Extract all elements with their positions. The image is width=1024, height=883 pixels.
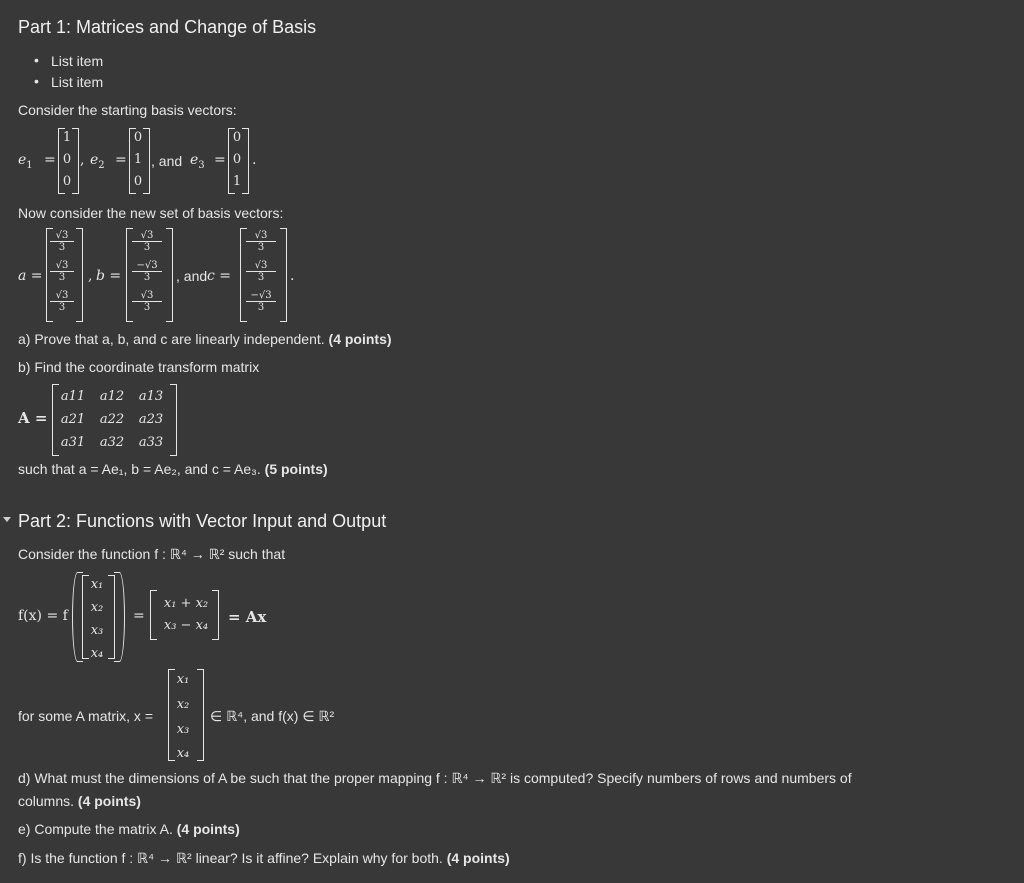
consider-start-text: Consider the starting basis vectors:	[18, 102, 237, 118]
c-entry: $\frac{√3}{3}$	[246, 260, 276, 283]
matrix-cell: a12	[99, 389, 125, 404]
and-text: , and	[176, 268, 208, 284]
c-entry: $\frac{√3}{3}$	[246, 230, 276, 253]
c-entry: $\frac{-√3}{3}$	[246, 290, 276, 313]
bracket-right	[242, 128, 249, 194]
x-entry: x₄	[176, 746, 190, 761]
question-b: b) Find the coordinate transform matrix	[18, 359, 260, 375]
equals-sign: =	[44, 152, 56, 168]
equals-sign: =	[133, 608, 145, 624]
equals-sign: =	[115, 152, 127, 168]
bullet-2: •	[34, 73, 39, 89]
e2-entry: 0	[133, 174, 143, 189]
matrix-a-label: A =	[18, 409, 48, 427]
and-text: , and	[151, 153, 183, 169]
matrix-cell: a11	[60, 389, 86, 404]
matrix-cell: a23	[138, 412, 164, 427]
question-e: e) Compute the matrix A. (4 points)	[18, 821, 240, 837]
in-r4-text: ∈ ℝ⁴, and f(x) ∈ ℝ²	[210, 708, 335, 724]
consider-fn-text: Consider the function f : ℝ⁴ → ℝ² such that	[18, 546, 286, 562]
question-f: f) Is the function f : ℝ⁴ → ℝ² linear? Is it affine? Explain why for both. (4 points)	[18, 850, 510, 866]
paren-right	[114, 572, 125, 662]
bracket-right	[72, 128, 79, 194]
matrix-cell: a31	[60, 435, 86, 450]
x-entry: x₄	[90, 646, 104, 661]
x-entry: x₁	[176, 672, 190, 687]
a-label: a =	[18, 268, 43, 284]
a-entry: $\frac{√3}{3}$	[50, 260, 74, 283]
list-item-1: List item	[51, 53, 104, 69]
e1-entry: 1	[62, 130, 72, 145]
fx-label: f(x) = f	[18, 608, 68, 624]
e2-entry: 0	[133, 130, 143, 145]
part1-title: Part 1: Matrices and Change of Basis	[18, 17, 317, 37]
e2-entry: 1	[133, 152, 143, 167]
matrix-cell: a33	[138, 435, 164, 450]
matrix-cell: a32	[99, 435, 125, 450]
question-d-cont: columns. (4 points)	[18, 793, 141, 809]
x-entry: x₂	[90, 600, 104, 615]
bracket-right	[166, 228, 173, 322]
eq-ax: = Ax	[228, 608, 267, 626]
e2-label: $e_2$	[90, 152, 105, 171]
x-entry: x₁	[90, 577, 104, 592]
b-entry: $\frac{-√3}{3}$	[132, 260, 162, 283]
b-label: b =	[96, 268, 122, 284]
matrix-cell: a21	[60, 412, 86, 427]
e1-entry: 0	[62, 174, 72, 189]
part2-title: Part 2: Functions with Vector Input and Output	[18, 511, 387, 531]
list-item-2: List item	[51, 74, 104, 90]
e1-label: $e_1$	[18, 152, 33, 171]
bracket-right	[280, 228, 287, 322]
a-entry: $\frac{√3}{3}$	[50, 230, 74, 253]
b-entry: $\frac{√3}{3}$	[132, 290, 162, 313]
bracket-right	[212, 590, 219, 640]
question-d: d) What must the dimensions of A be such that the proper mapping f : ℝ⁴ → ℝ² is computed? Specify numbers of rows and numbers of	[18, 770, 852, 786]
bracket-right	[76, 228, 83, 322]
e3-label: $e_3$	[190, 152, 205, 171]
a-entry: $\frac{√3}{3}$	[50, 290, 74, 313]
e3-entry: 1	[232, 174, 242, 189]
such-that-text: such that a = Ae₁, b = Ae₂, and c = Ae₃. (5 points)	[18, 461, 328, 477]
out-entry: x₁ + x₂	[163, 596, 209, 611]
question-a: a) Prove that a, b, and c are linearly independent. (4 points)	[18, 331, 392, 347]
x-entry: x₃	[176, 722, 190, 737]
e3-entry: 0	[232, 130, 242, 145]
c-label: c =	[207, 268, 232, 284]
bracket-right	[143, 128, 150, 194]
e1-entry: 0	[62, 152, 72, 167]
period: .	[252, 152, 257, 168]
bracket-right	[197, 669, 204, 761]
x-entry: x₃	[90, 623, 104, 638]
consider-new-text: Now consider the new set of basis vectors:	[18, 205, 284, 221]
matrix-cell: a13	[138, 389, 164, 404]
for-some-text: for some A matrix, x =	[18, 708, 153, 724]
matrix-cell: a22	[99, 412, 125, 427]
equals-sign: =	[214, 152, 226, 168]
out-entry: x₃ − x₄	[163, 618, 209, 633]
bullet-1: •	[34, 52, 39, 68]
bracket-right	[170, 384, 177, 456]
b-entry: $\frac{√3}{3}$	[132, 230, 162, 253]
collapse-caret-icon[interactable]	[3, 517, 11, 522]
comma: ,	[88, 268, 93, 284]
e3-entry: 0	[232, 152, 242, 167]
x-entry: x₂	[176, 697, 190, 712]
period: .	[290, 268, 295, 284]
comma: ,	[80, 152, 85, 168]
